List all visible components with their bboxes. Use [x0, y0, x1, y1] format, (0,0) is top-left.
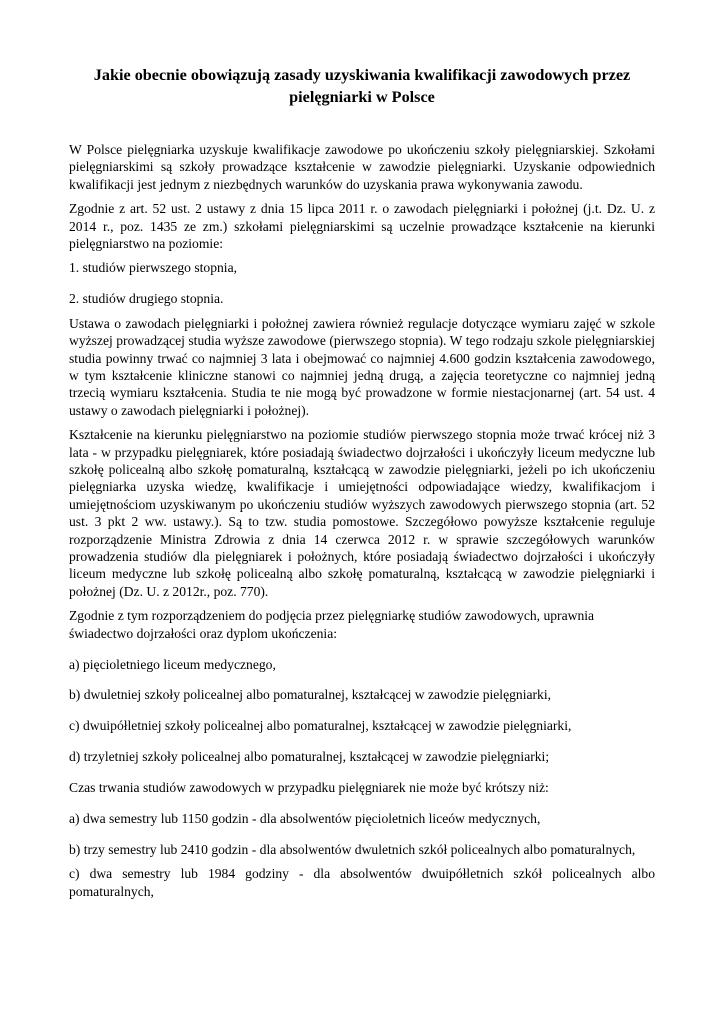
list-item-duration-a: a) dwa semestry lub 1150 godzin - dla absolwentów pięcioletnich liceów medycznych, [69, 811, 541, 827]
list-item-school-d: d) trzyletniej szkoły policealnej albo pomaturalnej, kształcącej w zawodzie pielęgniarki; [69, 749, 550, 765]
paragraph-legal-basis: Zgodnie z art. 52 ust. 2 ustawy z dnia 15 lipca 2011 r. o zawodach pielęgniarki i położnej (j.t. Dz. U. z 2014 r., poz. 1435 ze zm.) szkołami pielęgniarskimi są uczelnie prowadzące kształcenie na kierunki pielęgniarstwo na poziomie: [69, 201, 655, 252]
paragraph-eligibility: Zgodnie z tym rozporządzeniem do podjęcia przez pielęgniarkę studiów zawodowych, uprawnia świadectwo dojrzałości oraz dyplom ukończenia: [69, 608, 595, 641]
paragraph-course-scope: Ustawa o zawodach pielęgniarki i położnej zawiera również regulacje dotyczące wymiaru zajęć w szkole wyższej prowadzącej studia wyższe zawodowe (pierwszego stopnia). W tego rodzaju szkole pielęgniarskiej studia powinny trwać co najmniej 3 lata i obejmować co najmniej 4.600 godzin kształcenia zawodowego, w tym kształcenie kliniczne stanowi co najmniej jedną drugą, a zajęcia teoretyczne co najmniej jedną trzecią wymiaru kształcenia. Studia te nie mogą być prowadzone w formie niestacjonarnej (art. 54 ust. 4 ustawy o zawodach pielęgniarki i położnej). [69, 315, 655, 418]
list-item-first-degree: 1. studiów pierwszego stopnia, [69, 260, 238, 276]
list-item-school-a: a) pięcioletniego liceum medycznego, [69, 656, 276, 672]
paragraph-bridging-studies: Kształcenie na kierunku pielęgniarstwo na poziomie studiów pierwszego stopnia może trwać krócej niż 3 lata - w przypadku pielęgniarek, które posiadają świadectwo dojrzałości i ukończyły liceum medyczne lub szkołę policealną albo szkołę pomaturalną, kształcącą w zawodzie pielęgniarki, jeżeli po ich ukończeniu pielęgniarka uzyska wiedzę, kwalifikacje i umiejętności odpowiadające wiedzy, kwalifikacjom i umiejętnościom uzyskiwanym po ukończeniu studiów wyższych zawodowych pierwszego stopnia (art. 52 ust. 3 pkt 2 ww. ustawy.). Są to tzw. studia pomostowe. Szczegółowo powyższe kształcenie reguluje rozporządzenie Ministra Zdrowia z dnia 14 czerwca 2012 r. w sprawie szczegółowych warunków prowadzenia studiów dla pielęgniarek i położnych, które posiadają świadectwo dojrzałości i ukończyły liceum medyczne lub szkołę policealną albo szkołę pomaturalną, kształcącą w zawodzie pielęgniarki i położnej (Dz. U. z 2012r., poz. 770). [69, 427, 655, 599]
paragraph-duration-intro: Czas trwania studiów zawodowych w przypadku pielęgniarek nie może być krótszy niż: [69, 780, 549, 796]
list-item-school-b: b) dwuletniej szkoły policealnej albo pomaturalnej, kształcącej w zawodzie pielęgniarki, [69, 687, 552, 703]
document-page [69, 64, 655, 907]
list-item-duration-b: b) trzy semestry lub 2410 godzin - dla absolwentów dwuletnich szkół policealnych albo pomaturalnych, [69, 842, 636, 857]
paragraph-intro: W Polsce pielęgniarka uzyskuje kwalifikacje zawodowe po ukończeniu szkoły pielęgniarskiej. Szkołami pielęgniarskimi są szkoły prowadzące kształcenie w zawodzie pielęgniarki. Uzyskanie odpowiednich kwalifikacji jest jednym z niezbędnych warunków do uzyskania prawa wykonywania zawodu. [69, 142, 655, 192]
document-title: Jakie obecnie obowiązują zasady uzyskiwania kwalifikacji zawodowych przez pielęgniarki w Polsce [93, 66, 631, 106]
list-item-second-degree: 2. studiów drugiego stopnia. [69, 291, 224, 307]
list-item-duration-c: c) dwa semestry lub 1984 godziny - dla absolwentów dwuipółletnich szkół policealnych albo pomaturalnych, [69, 866, 655, 899]
list-item-school-c: c) dwuipółletniej szkoły policealnej albo pomaturalnej, kształcącej w zawodzie pielęgniarki, [69, 718, 572, 734]
